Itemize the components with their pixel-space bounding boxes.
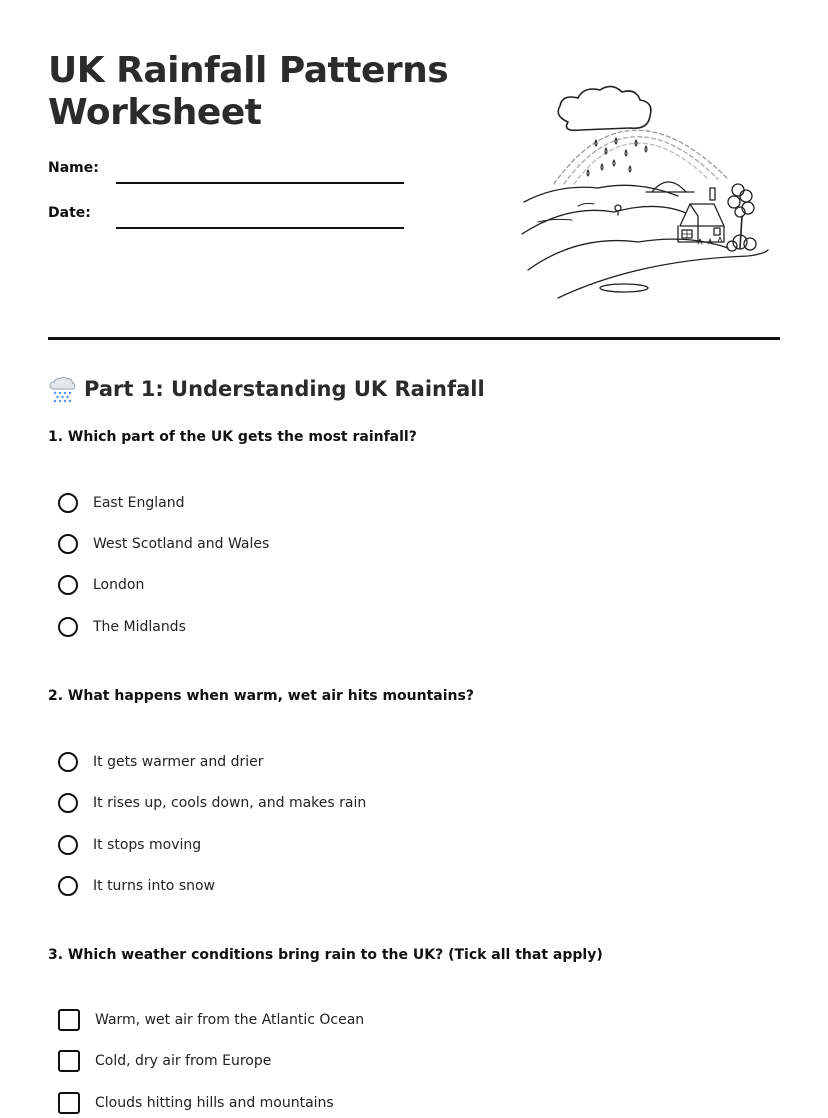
q2-option-2[interactable]: [58, 790, 366, 816]
q1-option-1[interactable]: [58, 490, 185, 516]
option-label: It rises up, cools down, and makes rain: [93, 795, 367, 811]
radio-button[interactable]: [58, 835, 78, 855]
q2-option-1[interactable]: [58, 749, 264, 775]
option-label: It turns into snow: [93, 878, 216, 894]
section-heading-part-1: [48, 375, 485, 403]
option-label: Cold, dry air from Europe: [95, 1053, 272, 1069]
option-label: East England: [93, 495, 185, 511]
name-field[interactable]: [116, 162, 404, 184]
section-heading-text: Part 1: Understanding UK Rainfall: [84, 377, 485, 401]
rainy-countryside-illustration: [518, 84, 774, 300]
q3-option-1[interactable]: [58, 1007, 364, 1033]
option-label: The Midlands: [93, 619, 186, 635]
option-label: It gets warmer and drier: [93, 754, 264, 770]
name-label: Name:: [48, 160, 99, 176]
page-title-line-2: Worksheet: [48, 92, 262, 133]
radio-button[interactable]: [58, 617, 78, 637]
q3-option-2[interactable]: [58, 1048, 271, 1074]
radio-button[interactable]: [58, 793, 78, 813]
q2-option-4[interactable]: [58, 873, 215, 899]
option-label: Clouds hitting hills and mountains: [95, 1095, 334, 1111]
option-label: Warm, wet air from the Atlantic Ocean: [95, 1012, 365, 1028]
radio-button[interactable]: [58, 534, 78, 554]
date-label: Date:: [48, 205, 91, 221]
cloud-rain-icon: [48, 375, 76, 403]
question-1: 1. Which part of the UK gets the most rainfall?: [48, 429, 417, 445]
option-label: London: [93, 577, 145, 593]
checkbox[interactable]: [58, 1092, 80, 1114]
page-title: [48, 50, 448, 134]
q1-option-4[interactable]: [58, 614, 186, 640]
q2-option-3[interactable]: [58, 832, 201, 858]
option-label: It stops moving: [93, 837, 202, 853]
q1-option-3[interactable]: [58, 572, 144, 598]
question-3: 3. Which weather conditions bring rain to the UK? (Tick all that apply): [48, 947, 603, 963]
question-2: 2. What happens when warm, wet air hits mountains?: [48, 688, 474, 704]
option-label: West Scotland and Wales: [93, 536, 270, 552]
radio-button[interactable]: [58, 575, 78, 595]
checkbox[interactable]: [58, 1050, 80, 1072]
radio-button[interactable]: [58, 493, 78, 513]
date-field[interactable]: [116, 207, 404, 229]
radio-button[interactable]: [58, 752, 78, 772]
q1-option-2[interactable]: [58, 531, 269, 557]
section-divider: [48, 337, 780, 340]
q3-option-3[interactable]: [58, 1090, 334, 1116]
checkbox[interactable]: [58, 1009, 80, 1031]
page-title-line-1: UK Rainfall Patterns: [48, 50, 449, 91]
radio-button[interactable]: [58, 876, 78, 896]
